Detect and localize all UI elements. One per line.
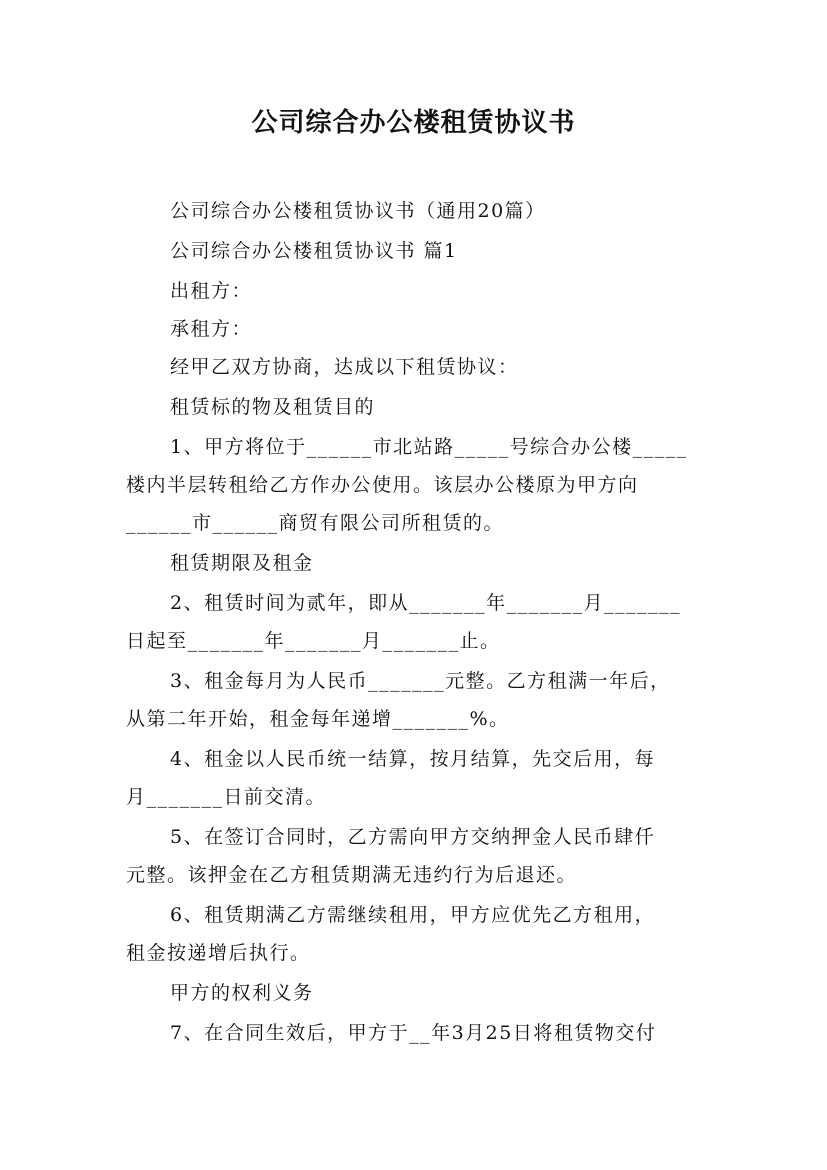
text-line: 经甲乙双方协商，达成以下租赁协议： xyxy=(170,356,519,378)
text-line: 月_______日前交清。 xyxy=(126,786,327,808)
text-line: 元整。该押金在乙方租赁期满无违约行为后退还。 xyxy=(126,864,578,886)
text-line: 从第二年开始，租金每年递增_______%。 xyxy=(126,708,510,730)
section-heading: 租赁期限及租金 xyxy=(170,552,314,574)
text-line: 3、租金每月为人民币_______元整。乙方租满一年后， xyxy=(170,670,671,692)
section-heading: 甲方的权利义务 xyxy=(170,982,314,1004)
section-heading: 公司综合办公楼租赁协议书 篇1 xyxy=(170,240,458,262)
text-line: 7、在合同生效后，甲方于__年3月25日将租赁物交付 xyxy=(170,1022,657,1044)
text-line: 6、租赁期满乙方需继续租用，甲方应优先乙方租用， xyxy=(170,904,656,926)
lessee-line: 承租方： xyxy=(170,318,253,340)
text-line: 楼内半层转租给乙方作办公使用。该层办公楼原为甲方向 xyxy=(126,474,639,496)
lessor-line: 出租方： xyxy=(170,280,253,302)
document-title: 公司综合办公楼租赁协议书 xyxy=(251,108,576,138)
text-line: 5、在签订合同时，乙方需向甲方交纳押金人民币肆仟 xyxy=(170,826,656,848)
text-line: ______市______商贸有限公司所租赁的。 xyxy=(126,512,505,534)
text-line: 4、租金以人民币统一结算，按月结算，先交后用，每 xyxy=(170,748,656,770)
text-line: 租金按递增后执行。 xyxy=(126,942,311,964)
section-heading: 租赁标的物及租赁目的 xyxy=(170,396,376,418)
text-line: 日起至_______年_______月_______止。 xyxy=(126,630,501,652)
text-line: 1、甲方将位于______市北站路_____号综合办公楼_____ xyxy=(170,436,688,458)
subtitle-line: 公司综合办公楼租赁协议书（通用20篇） xyxy=(170,200,546,222)
text-line: 2、租赁时间为贰年，即从_______年_______月_______ xyxy=(170,592,682,614)
